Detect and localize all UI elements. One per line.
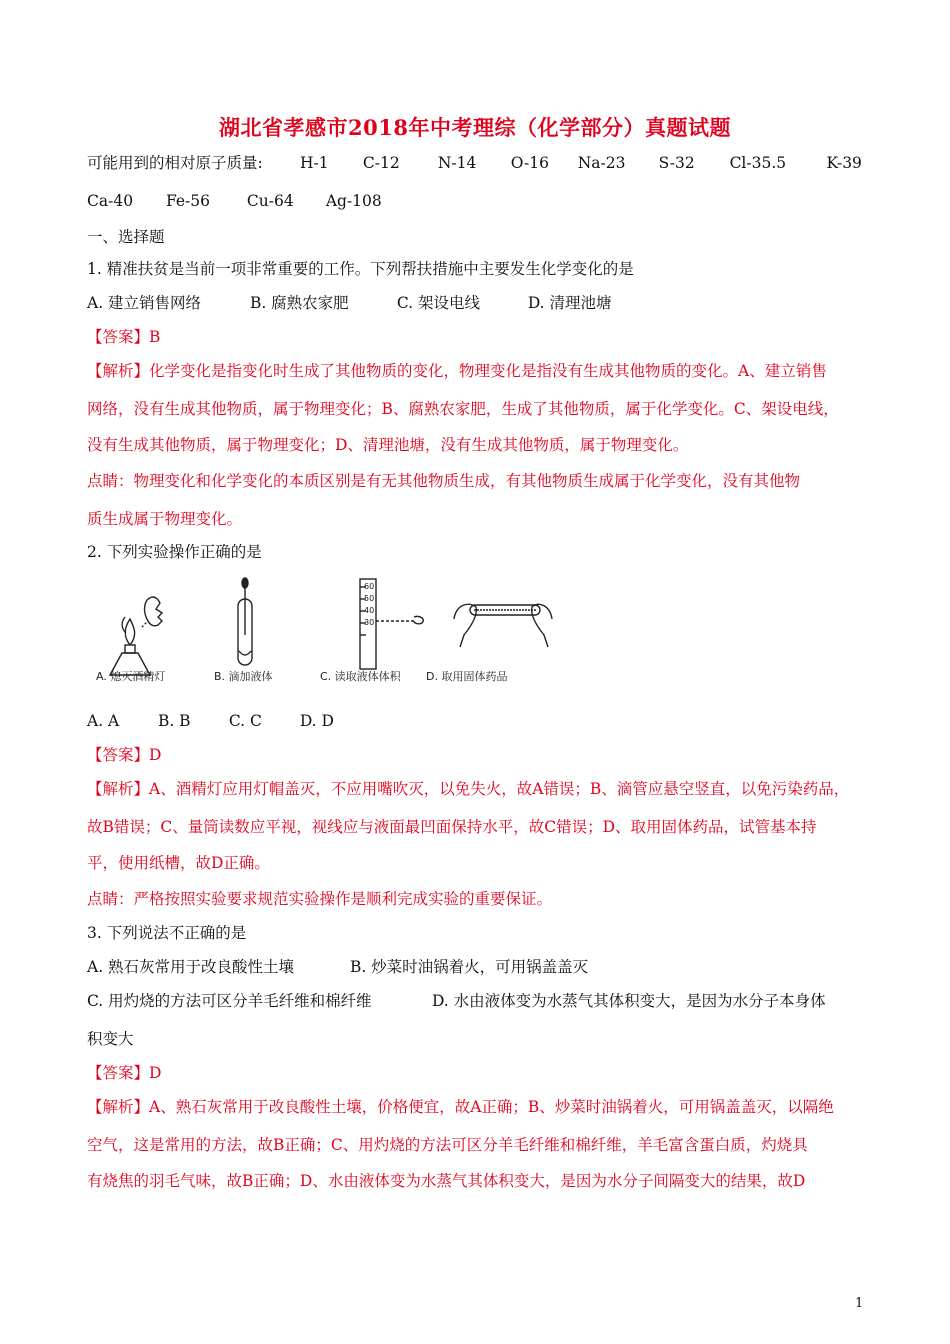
q2-answer: 【答案】D	[87, 746, 162, 764]
mass-o: O-16	[510, 154, 549, 172]
mass-na: Na-23	[577, 154, 626, 172]
q3-options-row-1	[87, 956, 588, 978]
dropper-test-tube-illustration	[238, 578, 252, 665]
q3-analysis-line-2: 空气，这是常用的方法，故B正确；C、用灼烧的方法可区分羊毛纤维和棉纤维，羊毛富含蛋白质，灼烧具	[87, 1136, 808, 1154]
q3-answer: 【答案】D	[87, 1064, 162, 1082]
q1-answer: 【答案】B	[87, 328, 161, 346]
mass-c: C-12	[362, 154, 400, 172]
q1-option-d: D. 清理池塘	[527, 294, 612, 312]
q1-analysis-line-1: 【解析】化学变化是指变化时生成了其他物质的变化，物理变化是指没有生成其他物质的变化。A、建立销售	[87, 362, 827, 380]
q2-experiment-figure	[92, 575, 562, 693]
q3-analysis-line-1: 【解析】A、熟石灰常用于改良酸性土壤，价格便宜，故A正确；B、炒菜时油锅着火，可用锅盖盖灭，以隔绝	[87, 1098, 834, 1116]
atomic-mass-row-1	[87, 152, 862, 174]
q1-stem: 1. 精准扶贫是当前一项非常重要的工作。下列帮扶措施中主要发生化学变化的是	[87, 260, 634, 278]
q1-analysis-line-2: 网络，没有生成其他物质，属于物理变化；B、腐熟农家肥，生成了其他物质，属于化学变化。C、架设电线，	[87, 400, 839, 418]
q2-comment: 点睛：严格按照实验要求规范实验操作是顺利完成实验的重要保证。	[87, 890, 553, 908]
q2-option-a: A. A	[87, 712, 120, 730]
figure-label-d: D. 取用固体药品	[426, 670, 508, 683]
q3-option-d-continued: 积变大	[87, 1030, 134, 1048]
q2-option-b: B. B	[157, 712, 191, 730]
figure-label-b: B. 滴加液体	[214, 670, 273, 683]
q1-comment-line-1: 点睛：物理变化和化学变化的本质区别是有无其他物质生成，有其他物质生成属于化学变化，没有其他物	[87, 472, 801, 490]
mass-cl: Cl-35.5	[729, 154, 787, 172]
cylinder-tick-40: 40	[364, 606, 375, 615]
q3-option-c: C. 用灼烧的方法可区分羊毛纤维和棉纤维	[87, 992, 372, 1010]
q3-options-row-2	[87, 990, 826, 1012]
q1-option-b: B. 腐熟农家肥	[249, 294, 349, 312]
mass-ca: Ca-40	[87, 192, 134, 210]
figure-label-c: C. 读取液体体积	[320, 670, 401, 683]
cylinder-tick-30: 30	[364, 618, 375, 627]
test-tube-hands-illustration	[454, 604, 552, 647]
q2-stem: 2. 下列实验操作正确的是	[87, 543, 262, 561]
mass-n: N-14	[437, 154, 477, 172]
q2-option-c: C. C	[228, 712, 262, 730]
q3-option-d: D. 水由液体变为水蒸气其体积变大，是因为水分子本身体	[431, 992, 826, 1010]
mass-k: K-39	[826, 154, 862, 172]
q3-option-b: B. 炒菜时油锅着火，可用锅盖盖灭	[349, 958, 589, 976]
q2-analysis-line-1: 【解析】A、酒精灯应用灯帽盖灭，不应用嘴吹灭，以免失火，故A错误；B、滴管应悬空竖直，以免污染药品，	[87, 780, 850, 798]
alcohol-lamp-illustration	[110, 597, 162, 675]
atomic-mass-label: 可能用到的相对原子质量:	[87, 154, 263, 172]
q1-options	[87, 292, 612, 314]
section-heading: 一、选择题	[87, 228, 165, 246]
q3-analysis-line-3: 有烧焦的羽毛气味，故B正确；D、水由液体变为水蒸气其体积变大，是因为水分子间隔变大的结果，故D	[87, 1172, 806, 1190]
figure-label-a: A. 熄灭酒精灯	[96, 670, 166, 683]
mass-ag: Ag-108	[325, 192, 382, 210]
q2-option-d: D. D	[299, 712, 334, 730]
q2-analysis-line-2: 故B错误；C、量筒读数应平视，视线应与液面最凹面保持水平，故C错误；D、取用固体药品，试管基本持	[87, 818, 817, 836]
q3-stem: 3. 下列说法不正确的是	[87, 924, 247, 942]
mass-fe: Fe-56	[165, 192, 210, 210]
mass-cu: Cu-64	[246, 192, 294, 210]
cylinder-tick-50: 50	[364, 594, 375, 603]
page-number: 1	[855, 1296, 864, 1311]
q1-analysis-line-3: 没有生成其他物质，属于物理变化；D、清理池塘，没有生成其他物质，属于物理变化。	[87, 436, 689, 454]
q2-options	[87, 710, 334, 732]
cylinder-tick-60: 60	[364, 582, 375, 591]
mass-s: S-32	[658, 154, 695, 172]
q3-option-a: A. 熟石灰常用于改良酸性土壤	[87, 958, 295, 976]
q1-comment-line-2: 质生成属于物理变化。	[87, 510, 243, 528]
page-title: 湖北省孝感市2018年中考理综（化学部分）真题试题	[219, 115, 731, 140]
mass-h: H-1	[299, 154, 329, 172]
q2-analysis-line-3: 平，使用纸槽，故D正确。	[87, 854, 270, 872]
atomic-mass-row-2	[87, 190, 382, 212]
q1-option-c: C. 架设电线	[396, 294, 481, 312]
q1-option-a: A. 建立销售网络	[87, 294, 202, 312]
